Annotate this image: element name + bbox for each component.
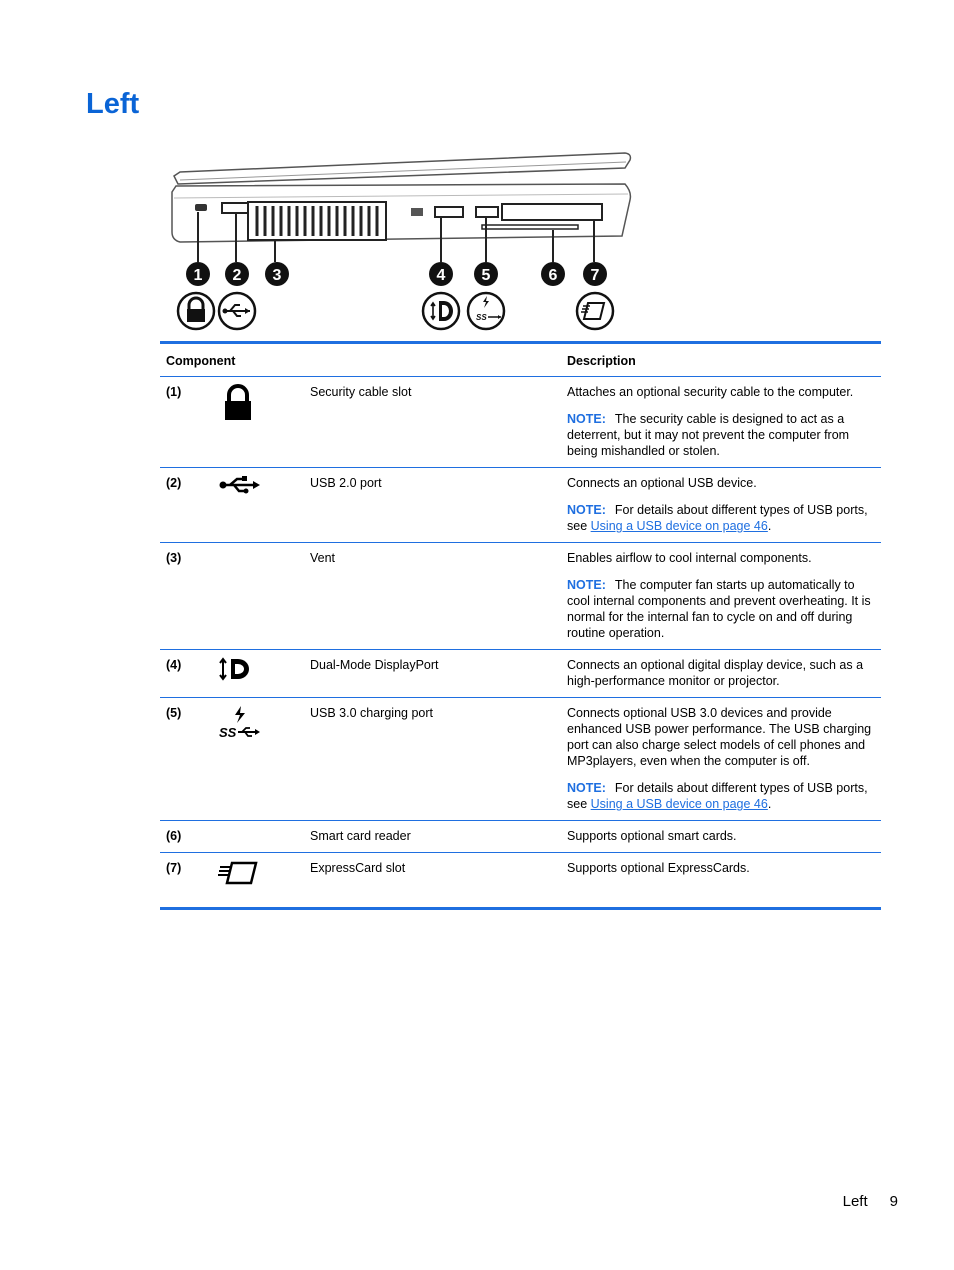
usb-icon [218, 475, 262, 495]
component-name: Smart card reader [304, 821, 561, 853]
row-number: (7) [160, 853, 208, 909]
usb-device-link[interactable]: Using a USB device on page 46 [590, 519, 768, 533]
component-name: ExpressCard slot [304, 853, 561, 909]
footer-section: Left [842, 1193, 868, 1210]
displayport-icon [218, 657, 258, 681]
page-number: 9 [889, 1193, 898, 1210]
row-number: (5) [160, 698, 208, 821]
svg-text:4: 4 [436, 267, 446, 284]
component-description: Supports optional ExpressCards. [567, 861, 750, 875]
expresscard-icon [218, 860, 260, 886]
callout-3 [265, 262, 289, 286]
note: NOTE: For details about different types of USB ports, see Using a USB device on page 46. [567, 781, 868, 811]
callout-6 [541, 262, 565, 286]
note-text: The security cable is designed to act as a deterrent, but it may not prevent the computer from being mishandled or stolen. [567, 412, 850, 458]
table-row [160, 698, 881, 821]
row-number: (1) [160, 377, 208, 468]
callout-7 [583, 262, 607, 286]
component-name: USB 2.0 port [304, 468, 561, 543]
table-row [160, 821, 881, 853]
component-name: Security cable slot [304, 377, 561, 468]
note-label: NOTE: [567, 578, 606, 592]
note: NOTE: For details about different types of USB ports, see Using a USB device on page 46. [567, 503, 868, 533]
component-description: Connects an optional USB device. [567, 476, 757, 490]
callout-5 [474, 262, 498, 286]
component-name: Vent [304, 543, 561, 650]
lock-icon [178, 293, 214, 329]
note-text: For details about different types of USB ports, see [567, 781, 868, 811]
svg-text:2: 2 [232, 267, 242, 284]
component-description: Attaches an optional security cable to the computer. [567, 385, 854, 399]
page-title: Left [86, 88, 140, 120]
note-label: NOTE: [567, 412, 606, 426]
component-description: Enables airflow to cool internal components. [567, 551, 812, 565]
note-text: The computer fan starts up automatically to cool internal components and prevent overheating. It is normal for the internal fan to cycle on and off during routine operation. [567, 578, 871, 640]
usb-device-link[interactable]: Using a USB device on page 46 [590, 797, 768, 811]
header-description: Description [561, 343, 881, 377]
svg-text:7: 7 [590, 267, 600, 284]
table-row [160, 468, 881, 543]
row-number: (6) [160, 821, 208, 853]
table-row [160, 853, 881, 909]
lock-icon [218, 384, 258, 422]
callout-4 [429, 262, 453, 286]
note-text: For details about different types of USB ports, see [567, 503, 868, 533]
note [567, 577, 875, 641]
svg-text:SS: SS [219, 725, 237, 740]
component-description: Connects optional USB 3.0 devices and provide enhanced USB power performance. The USB charging port can also charge select models of cell phones and MP3players, even when the computer is off. [567, 706, 872, 768]
table-row [160, 377, 881, 468]
usb3-charging-icon [468, 293, 504, 329]
callout-2 [225, 262, 249, 286]
laptop-left-side-illustration [160, 140, 640, 340]
component-name: USB 3.0 charging port [304, 698, 561, 821]
svg-text:5: 5 [481, 267, 491, 284]
row-number: (4) [160, 650, 208, 698]
row-number: (3) [160, 543, 208, 650]
callout-1 [186, 262, 210, 286]
displayport-icon [423, 293, 459, 329]
svg-text:3: 3 [272, 267, 282, 284]
note [567, 411, 875, 459]
component-description: Supports optional smart cards. [567, 829, 737, 843]
usb3-charging-icon [218, 705, 262, 741]
page-footer [843, 1193, 898, 1210]
expresscard-icon [577, 293, 613, 329]
header-component: Component [160, 343, 561, 377]
svg-text:1: 1 [193, 267, 203, 284]
note-label: NOTE: [567, 503, 606, 517]
row-number: (2) [160, 468, 208, 543]
components-table [160, 341, 881, 910]
note-label: NOTE: [567, 781, 606, 795]
table-row [160, 650, 881, 698]
component-name: Dual-Mode DisplayPort [304, 650, 561, 698]
svg-text:SS: SS [476, 313, 487, 322]
usb-icon [219, 293, 255, 329]
component-description: Connects an optional digital display device, such as a high-performance monitor or projector. [567, 658, 864, 688]
table-row [160, 543, 881, 650]
svg-text:6: 6 [548, 267, 558, 284]
